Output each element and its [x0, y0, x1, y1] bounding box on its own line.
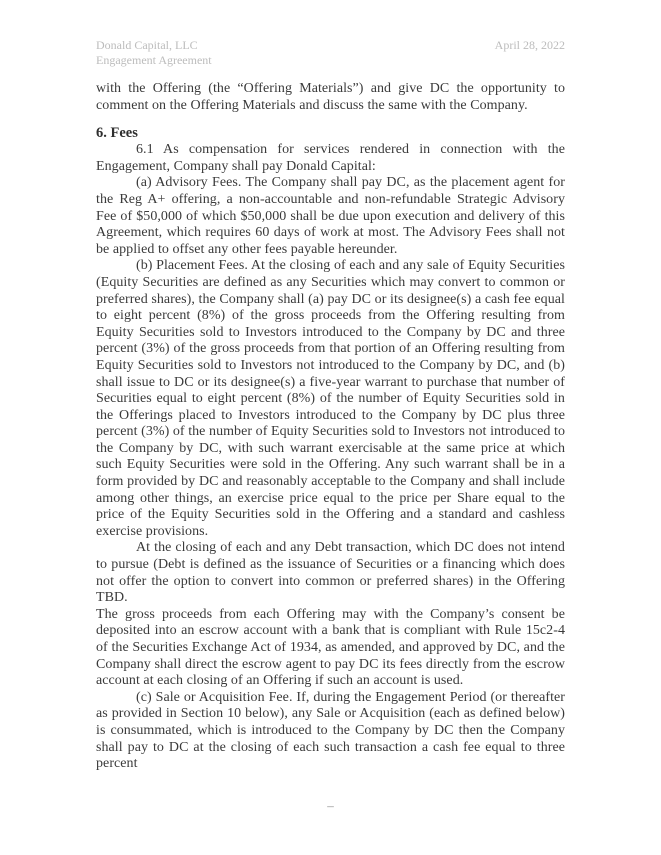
header-left [96, 38, 212, 68]
header-date: April 28, 2022 [494, 38, 565, 52]
page-content [96, 38, 565, 773]
intro-paragraph: with the Offering (the “Offering Materials”) and give DC the opportunity to comment on the Offering Materials and discuss the same with the Company. [96, 81, 565, 113]
header-document-title: Engagement Agreement [96, 53, 212, 67]
paragraph-c-sale-acquisition-fee: (c) Sale or Acquisition Fee. If, during the Engagement Period (or thereafter as provided in Section 10 below), any Sale or Acquisition (each as defined below) is consummated, which is introduced to the Company by DC then the Company shall pay to DC at the closing of each such transaction a cash fee equal to three percent [96, 689, 565, 772]
paragraph-6-1: 6.1 As compensation for services rendered in connection with the Engagement, Company shall pay Donald Capital: [96, 142, 565, 174]
document-body [96, 81, 565, 773]
header-company-name: Donald Capital, LLC [96, 38, 198, 52]
paragraph-debt-transaction: At the closing of each and any Debt transaction, which DC does not intend to pursue (Debt is defined as the issuance of Securities or a financing which does not offer the option to convert into common or preferred shares) in the Offering TBD. [96, 540, 565, 606]
paragraph-escrow-account: The gross proceeds from each Offering may with the Company’s consent be deposited into an escrow account with a bank that is compliant with Rule 15c2-4 of the Securities Exchange Act of 1934, as amended, and approved by DC, and the Company shall direct the escrow agent to pay DC its fees directly from the escrow account at each closing of an Offering if such an account is used. [96, 606, 565, 689]
paragraph-a-advisory-fees: (a) Advisory Fees. The Company shall pay DC, as the placement agent for the Reg A+ offering, a non-accountable and non-refundable Strategic Advisory Fee of $50,000 of which $50,000 shall be due upon execution and delivery of this Agreement, which requires 60 days of work at most. The Advisory Fees shall not be applied to offset any other fees payable hereunder. [96, 175, 565, 257]
page-number-mark: – [327, 798, 334, 813]
paragraph-b-placement-fees: (b) Placement Fees. At the closing of each and any sale of Equity Securities (Equity Securities are defined as any Securities which may convert to common or preferred shares), the Company shall (a) pay DC or its designee(s) a cash fee equal to eight percent (8%) of the gross proceeds from the Offering resulting from Equity Securities sold to Investors introduced to the Company by DC and three percent (3%) of the gross proceeds from that portion of an Offering resulting from Equity Securities sold to Investors not introduced to the Company by DC, and (b) shall issue to DC or its designee(s) a five-year warrant to purchase that number of Securities equal to eight percent (8%) of the number of Equity Securities sold in the Offerings placed to Investors introduced to the Company by DC plus three percent (3%) of the number of Equity Securities sold to Investors not introduced to the Company by DC, with such warrant exercisable at the same price at which such Equity Securities were sold in the Offering. Any such warrant shall be in a form provided by DC and reasonably acceptable to the Company and shall include among other things, an exercise price equal to the price per Share equal to the price of the Equity Securities sold in the Offering and a standard and cashless exercise provisions. [96, 258, 565, 539]
page-header [96, 38, 565, 68]
section-heading-fees: 6. Fees [96, 125, 138, 142]
